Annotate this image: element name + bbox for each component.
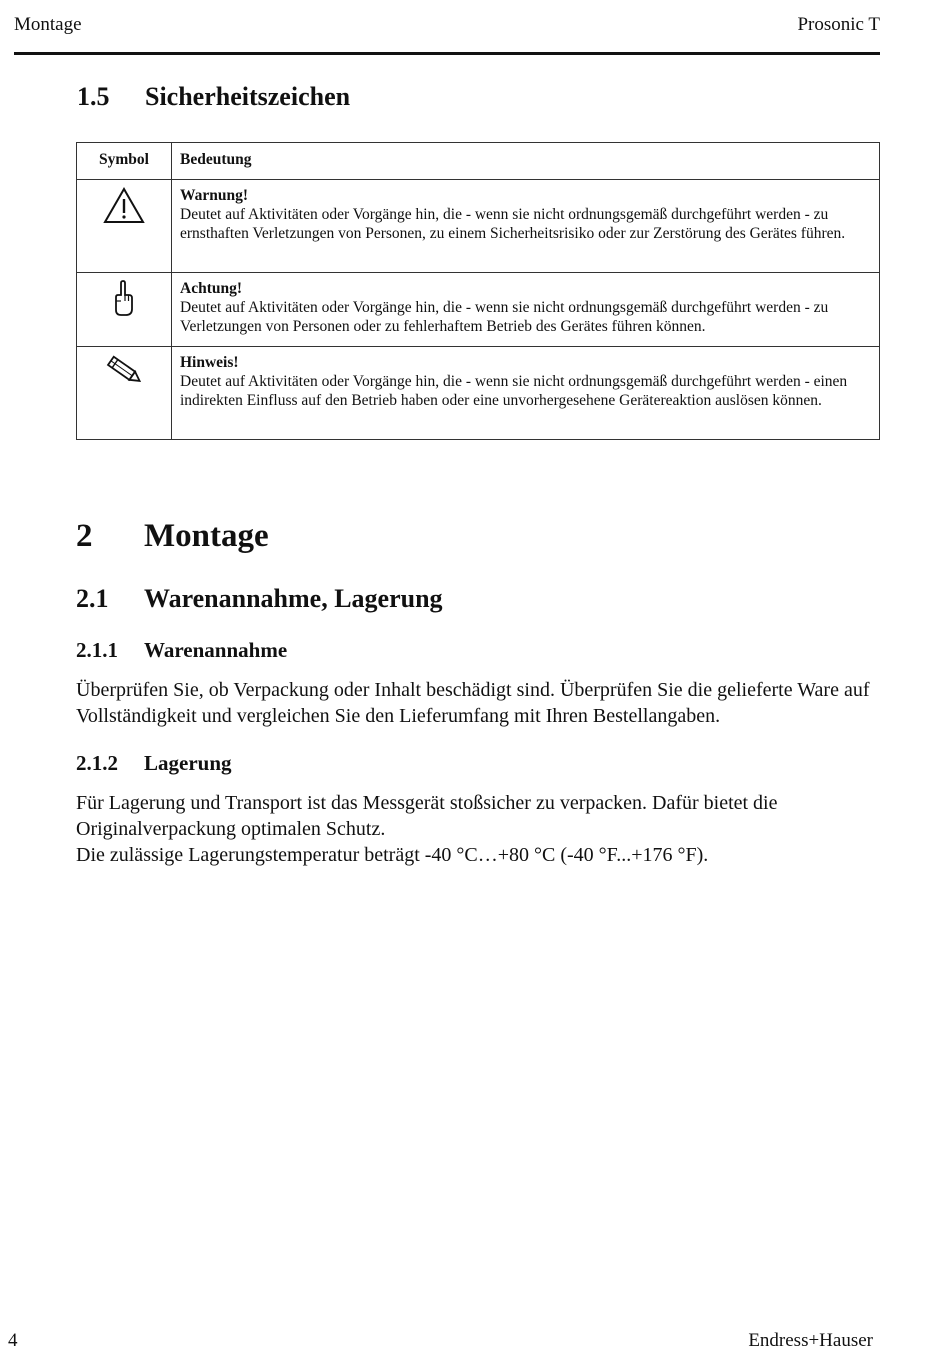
subsection-number: 2.1.1: [76, 638, 118, 662]
table-header-row: [77, 143, 880, 180]
row-text: Deutet auf Aktivitäten oder Vorgänge hin, die - wenn sie nicht ordnungsgemäß durchgeführt werden - zu ernsthaften Verletzungen von Personen, zu einem Sicherheitsrisiko oder zur Zerstörung des Gerätes führen.: [180, 206, 846, 242]
section-number: 1.5: [77, 82, 110, 111]
running-header-left: Montage: [14, 14, 82, 35]
symbol-cell: [77, 347, 172, 440]
subsection-title: Lagerung: [144, 751, 232, 775]
subsection-title: Warenannahme: [144, 638, 288, 662]
row-title: Warnung!: [180, 187, 249, 204]
column-header-meaning: Bedeutung: [172, 143, 880, 180]
section-title: Warenannahme, Lagerung: [144, 584, 443, 613]
paragraph-line: Die zulässige Lagerungstemperatur beträgt -40 °C…+80 °C (-40 °F...+176 °F).: [76, 844, 709, 866]
footer-brand: Endress+Hauser: [748, 1330, 873, 1351]
symbol-cell: [77, 180, 172, 273]
subsection-heading-2-1-1: [76, 638, 287, 663]
paragraph-line: Für Lagerung und Transport ist das Messgerät stoßsicher zu verpacken. Dafür bietet die Originalverpackung optimalen Schutz.: [76, 792, 778, 840]
symbol-cell: [77, 273, 172, 347]
row-title: Hinweis!: [180, 354, 239, 371]
row-title: Achtung!: [180, 280, 243, 297]
page-number: 4: [8, 1330, 18, 1351]
paragraph-warenannahme: Überprüfen Sie, ob Verpackung oder Inhalt beschädigt sind. Überprüfen Sie die gelieferte Ware auf Vollständigkeit und vergleichen Sie den Lieferumfang mit Ihren Bestellangaben.: [76, 679, 870, 727]
section-heading-1-5: [77, 82, 350, 112]
pointing-hand-icon: [109, 279, 139, 319]
meaning-cell: [172, 273, 880, 347]
meaning-cell: [172, 347, 880, 440]
safety-symbols-table: [76, 142, 880, 440]
header-rule: [14, 52, 880, 55]
paragraph-lagerung: [76, 790, 886, 868]
meaning-cell: [172, 180, 880, 273]
warning-triangle-icon: [102, 186, 146, 226]
row-text: Deutet auf Aktivitäten oder Vorgänge hin, die - wenn sie nicht ordnungsgemäß durchgeführt werden - zu Verletzungen von Personen oder zu fehlerhaftem Betrieb des Gerätes führen können.: [180, 299, 829, 335]
chapter-number: 2: [76, 518, 93, 554]
chapter-heading-2: [76, 518, 269, 555]
row-text: Deutet auf Aktivitäten oder Vorgänge hin, die - wenn sie nicht ordnungsgemäß durchgeführt werden - einen indirekten Einfluss auf den Betrieb haben oder eine unvorhergesehene Gerätereaktion auslösen können.: [180, 373, 848, 409]
table-row: [77, 347, 880, 440]
table-row: [77, 273, 880, 347]
section-title: Sicherheitszeichen: [145, 82, 351, 111]
pencil-note-icon: [102, 353, 146, 387]
subsection-heading-2-1-2: [76, 751, 232, 776]
column-header-symbol: Symbol: [77, 143, 172, 180]
section-heading-2-1: [76, 584, 443, 614]
chapter-title: Montage: [144, 518, 269, 554]
running-header-right: Prosonic T: [797, 14, 880, 35]
section-number: 2.1: [76, 584, 109, 613]
subsection-number: 2.1.2: [76, 751, 118, 775]
table-row: [77, 180, 880, 273]
